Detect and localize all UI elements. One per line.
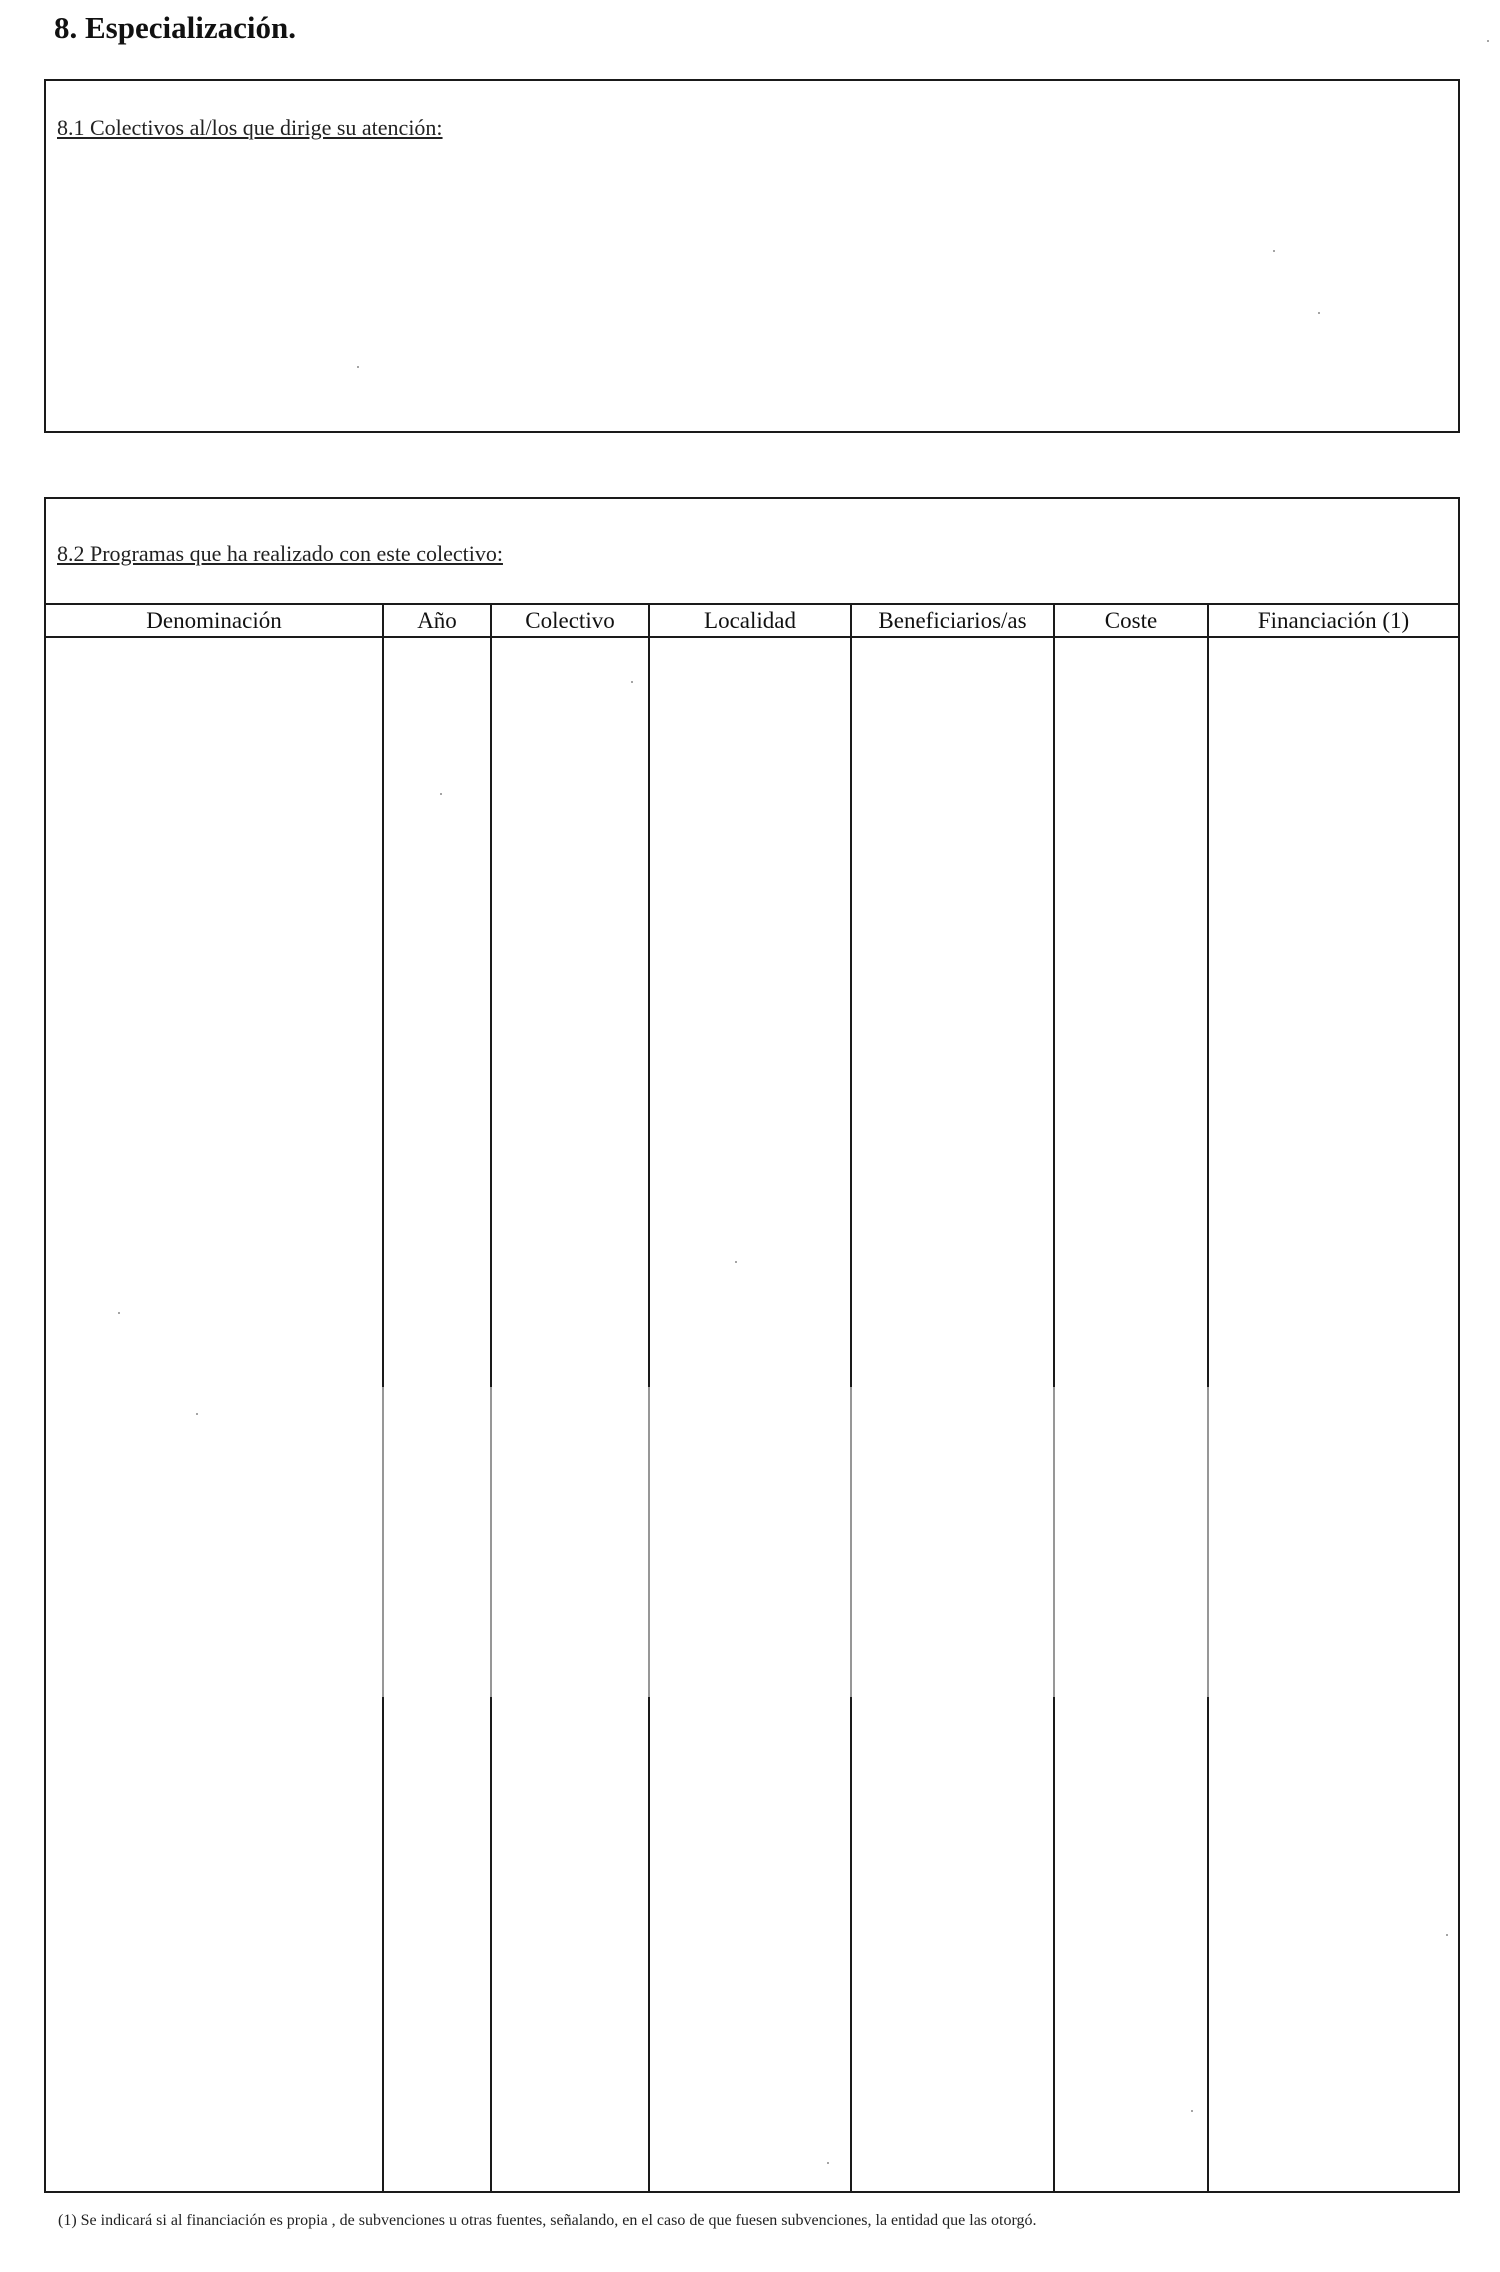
scan-speck <box>1446 1934 1448 1936</box>
footnote: (1) Se indicará si al financiación es propia , de subvenciones u otras fuentes, señalando, en el caso de que fuesen subvenciones, la entidad que las otorgó. <box>58 2212 1037 2229</box>
scan-speck <box>1487 40 1489 42</box>
column-header-colectivo: Colectivo <box>491 604 649 637</box>
column-header-beneficiarios: Beneficiarios/as <box>851 604 1054 637</box>
programas-label: 8.2 Programas que ha realizado con este colectivo: <box>57 541 503 566</box>
scan-speck <box>357 366 359 368</box>
cell-financiacion[interactable] <box>1208 637 1458 2191</box>
cell-beneficiarios[interactable] <box>851 637 1054 2191</box>
colectivos-label: 8.1 Colectivos al/los que dirige su atención: <box>57 115 443 140</box>
scan-speck <box>827 2162 829 2164</box>
scan-speck <box>1191 2110 1193 2112</box>
scan-speck <box>118 1312 120 1314</box>
scan-speck <box>196 1413 198 1415</box>
scan-speck <box>1273 250 1275 252</box>
scan-speck <box>440 793 442 795</box>
column-header-denominacion: Denominación <box>46 604 383 637</box>
cell-colectivo[interactable] <box>491 637 649 2191</box>
column-header-coste: Coste <box>1054 604 1208 637</box>
section-title: 8. Especialización. <box>54 10 296 45</box>
scan-speck <box>631 681 633 683</box>
column-header-localidad: Localidad <box>649 604 851 637</box>
cell-denominacion[interactable] <box>46 637 383 2191</box>
programas-box <box>44 497 1460 2193</box>
column-header-financiacion: Financiación (1) <box>1208 604 1458 637</box>
table-row <box>46 637 1458 2191</box>
cell-localidad[interactable] <box>649 637 851 2191</box>
colectivos-field[interactable] <box>56 153 1448 421</box>
table-header-row <box>46 604 1458 637</box>
scan-speck <box>735 1261 737 1263</box>
programas-table <box>46 603 1458 2191</box>
column-header-ano: Año <box>383 604 491 637</box>
cell-coste[interactable] <box>1054 637 1208 2191</box>
scan-speck <box>1318 312 1320 314</box>
cell-ano[interactable] <box>383 637 491 2191</box>
colectivos-box <box>44 79 1460 433</box>
